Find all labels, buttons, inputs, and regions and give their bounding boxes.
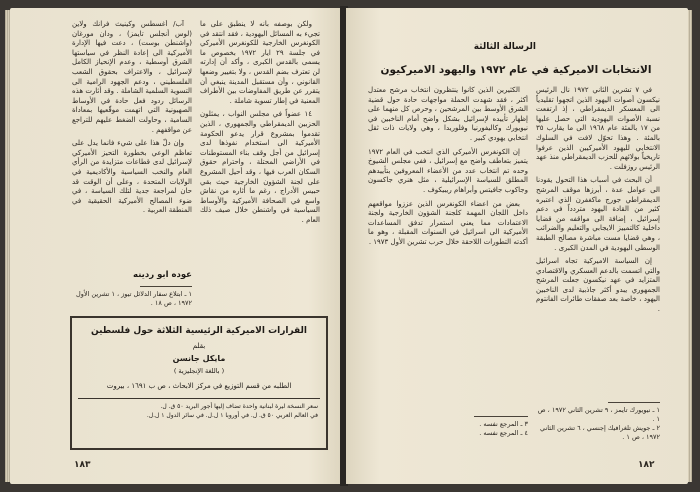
advert-price-line-2: في العالم العربي ٥٠ ق. ل. في أوروبا ١ ل.ل. في سائر الدول ١ ل.ل. <box>146 412 318 419</box>
right-footnote-rule-left <box>474 416 528 417</box>
paragraph: إن الكونغرس الأميركي الذي انتخب في العام ١٩٧٢ يتميز بتعاطف واضح مع إسرائيل ، ففي مجلس الشيوخ وحده تم انتخاب عدد من الأعضاء المعروفين بتأييدهم المطلق للسياسة الإسرائيلية ، مثل هنري جاكسون وجاكوب جافيتس وأبراهام ريبيكوف . <box>368 147 528 194</box>
left-footnote: ١ ـ ابتلاع سفار الدلائل تيوز ، ١ تشرين الأول ١٩٧٢ ، ص ١٨ . <box>75 290 192 307</box>
right-page-column-right <box>536 86 660 400</box>
right-footnotes-right <box>536 406 660 442</box>
right-page-column-left <box>368 86 528 412</box>
paragraph: إن السياسة الاميركية تجاه اسرائيل والتي اتسمت بالدعم العسكري والاقتصادي المتزايد في عهد نيكسون جعلت المرشح الجمهوري يبدو أكثر جاذبية لدى الناخبين اليهود ، خاصة بعد صفقات طائرات الفانتوم . <box>536 257 660 314</box>
right-footnotes-left <box>368 420 528 438</box>
advert-title: القرارات الاميركية الرئيسية الثلاثة حول فلسطين <box>90 326 308 336</box>
advert-order-info: الطلبه من قسم التوزيع في مركز الابحاث ، ص ب ١٦٩١ ، بيروت <box>106 382 292 390</box>
left-page-column-right <box>200 20 320 320</box>
paragraph: الكثيرين الذين كانوا ينتظرون انتخاب مرشح معتدل أكثر ، فقد شهدت الحملة مواجهات حادة حول قضية الشرق الأوسط بين المرشحين ، وحرص كل منهما على إظهار تأييده لإسرائيل بشكل واضح أمام الناخبين في نيويورك وكاليفورنيا وفلوريدا ، وهي ولايات ذات ثقل انتخابي يهودي كبير . <box>368 86 528 142</box>
paragraph: أن البحث في أسباب هذا التحول يقودنا الى عوامل عدة ، أبرزها موقف المرشح الديمقراطي جورج ماكغفرن الذي اعتبره كثير من القادة اليهود متردداً في دعم إسرائيل ، إضافة الى مواقفه من قضايا داخلية كالتمييز الايجابي والتعليم والضرائب ، وهي قضايا مست مباشرة مصالح الطبقة الوسطى اليهودية في المدن الكبرى . <box>536 176 660 252</box>
right-page-number: ١٨٢ <box>638 460 655 470</box>
advert-author: مايكل جانسن <box>172 354 226 363</box>
paragraph: ولكن بوصفه بأنه لا ينطبق على ما تجيء به المسائل اليهودية ، فقد انتقد في الكونغرس الخارجية للكونغرس الأميركي في جلسة ٢٩ ايار ١٩٧٢ بخصوص ما يسمى بالقدس الكبرى ، وأكد أن إدارته لن تعترف بضم القدس ، ولا بتغيير وضعها القانوني ، وأن مستقبل المدينة ينبغي أن يتقرر عن طريق المفاوضات بين الأطراف المعنية في إطار تسوية شاملة . <box>200 20 320 105</box>
footnote: ٤ ـ المرجع نفسه . <box>479 429 528 437</box>
right-footnote-rule-right <box>608 402 660 403</box>
main-title: الانتخابات الاميركية في عام ١٩٧٢ واليهود الاميركيون <box>380 64 652 76</box>
paragraph: آب/ أغسطس وكينيث فرانك ولاين (لوس أنجلس تايمز) ، ودان مورغان (واشنطن بوست) ، دعت فيها الإدارة الأميركية الى إعادة النظر في سياستها الشرق أوسطية ، وعدم الإنحياز الكامل لإسرائيل ، والاعتراف بحقوق الشعب الفلسطيني ، ودعم الجهود الرامية الى التسوية السلمية الشاملة . وقد أثارت هذه الرسائل ردود فعل حادة في الأوساط الصهيونية التي اتهمت موقّعيها بمعاداة السامية ، وحاولت الضغط عليهم للتراجع عن مواقفهم . <box>72 20 192 134</box>
left-page <box>10 8 342 484</box>
paragraph: وإن دلّ هذا على شيء فانما يدل على تعاظم الوعي بخطورة التحيز الأميركي لإسرائيل لدى قطاعات متزايدة من الرأي العام والنخب السياسية والأكاديمية في الولايات المتحدة ، وعلى أن الوقت قد حان لمراجعة جدية لتلك السياسة ، في ضوء المصالح الأميركية الحقيقية في المنطقة العربية . <box>72 139 192 215</box>
left-page-number: ١٨٣ <box>74 460 91 470</box>
advert-box <box>70 316 328 450</box>
paragraph: ١٤ عضواً في مجلس النواب ، يمثلون الحزبين الديمقراطي والجمهوري ، الذين تقدموا بمشروع قرار يدعو الحكومة الأميركية الى استخدام نفوذها لدى إسرائيل من أجل وقف بناء المستوطنات في الأراضي المحتلة ، واحترام حقوق السكان العرب فيها ، وقد أحيل المشروع على لجنة الشؤون الخارجية حيث بقي حبيس الأدراج ، رغم ما أثاره من نقاش واسع في الصحافة الأميركية والأوساط السياسية في واشنطن خلال صيف ذلك العام . <box>200 110 320 224</box>
advert-divider <box>78 398 320 399</box>
left-page-column-left <box>72 20 192 278</box>
advert-language: ( باللغة الإنجليزية ) <box>173 367 225 375</box>
footnote: ٣ ـ المرجع نفسه . <box>479 420 528 428</box>
paragraph: بعض من اعضاء الكونغرس الذين عززوا مواقعهم داخل اللجان المهمة كلجنة الشؤون الخارجية ولجنة الاعتمادات مما يعني استمرار تدفق المساعدات الأميركية الى اسرائيل في السنوات المقبلة ، وهو ما أكدته التطورات اللاحقة خلال حرب تشرين الأول ١٩٧٣ . <box>368 199 528 246</box>
advert-by: بقلم <box>192 342 206 350</box>
author-signature: عوده ابو ردينه <box>133 270 192 280</box>
section-title: الرسالة الثالثة <box>473 42 536 52</box>
right-page <box>346 8 688 484</box>
paragraph: في ٧ تشرين الثاني ١٩٧٢ نال الرئيس نيكسون أصوات اليهود الذين اتجهوا تقليدياً الى المعسكر الديمقراطي ، إذ ارتفعت نسبة الأصوات اليهودية التي حصل عليها من ١٧ بالمئة عام ١٩٦٨ الى ما يقارب ٣٥ بالمئة . وهذا تحوّل لافت في السلوك الانتخابي لليهود الأميركيين الذين عرفوا تاريخياً بولائهم للحزب الديمقراطي منذ عهد الرئيس روزفلت . <box>536 86 660 171</box>
footnote-rule <box>140 286 192 287</box>
advert-price-line-1: سعر النسخة ليرة لبنانية واحدة تضاف إليها أجور البريد ٥٠ ق. ل. <box>160 403 318 410</box>
footnote: ١ ـ نيويورك تايمز ، ٩ تشرين الثاني ١٩٧٢ ، ص ١ . <box>537 406 660 423</box>
footnote: ٢ ـ جويش تلغرافيك إجنسي ، ٦ تشرين الثاني ١٩٧٢ ، ص ١ . <box>540 424 660 441</box>
